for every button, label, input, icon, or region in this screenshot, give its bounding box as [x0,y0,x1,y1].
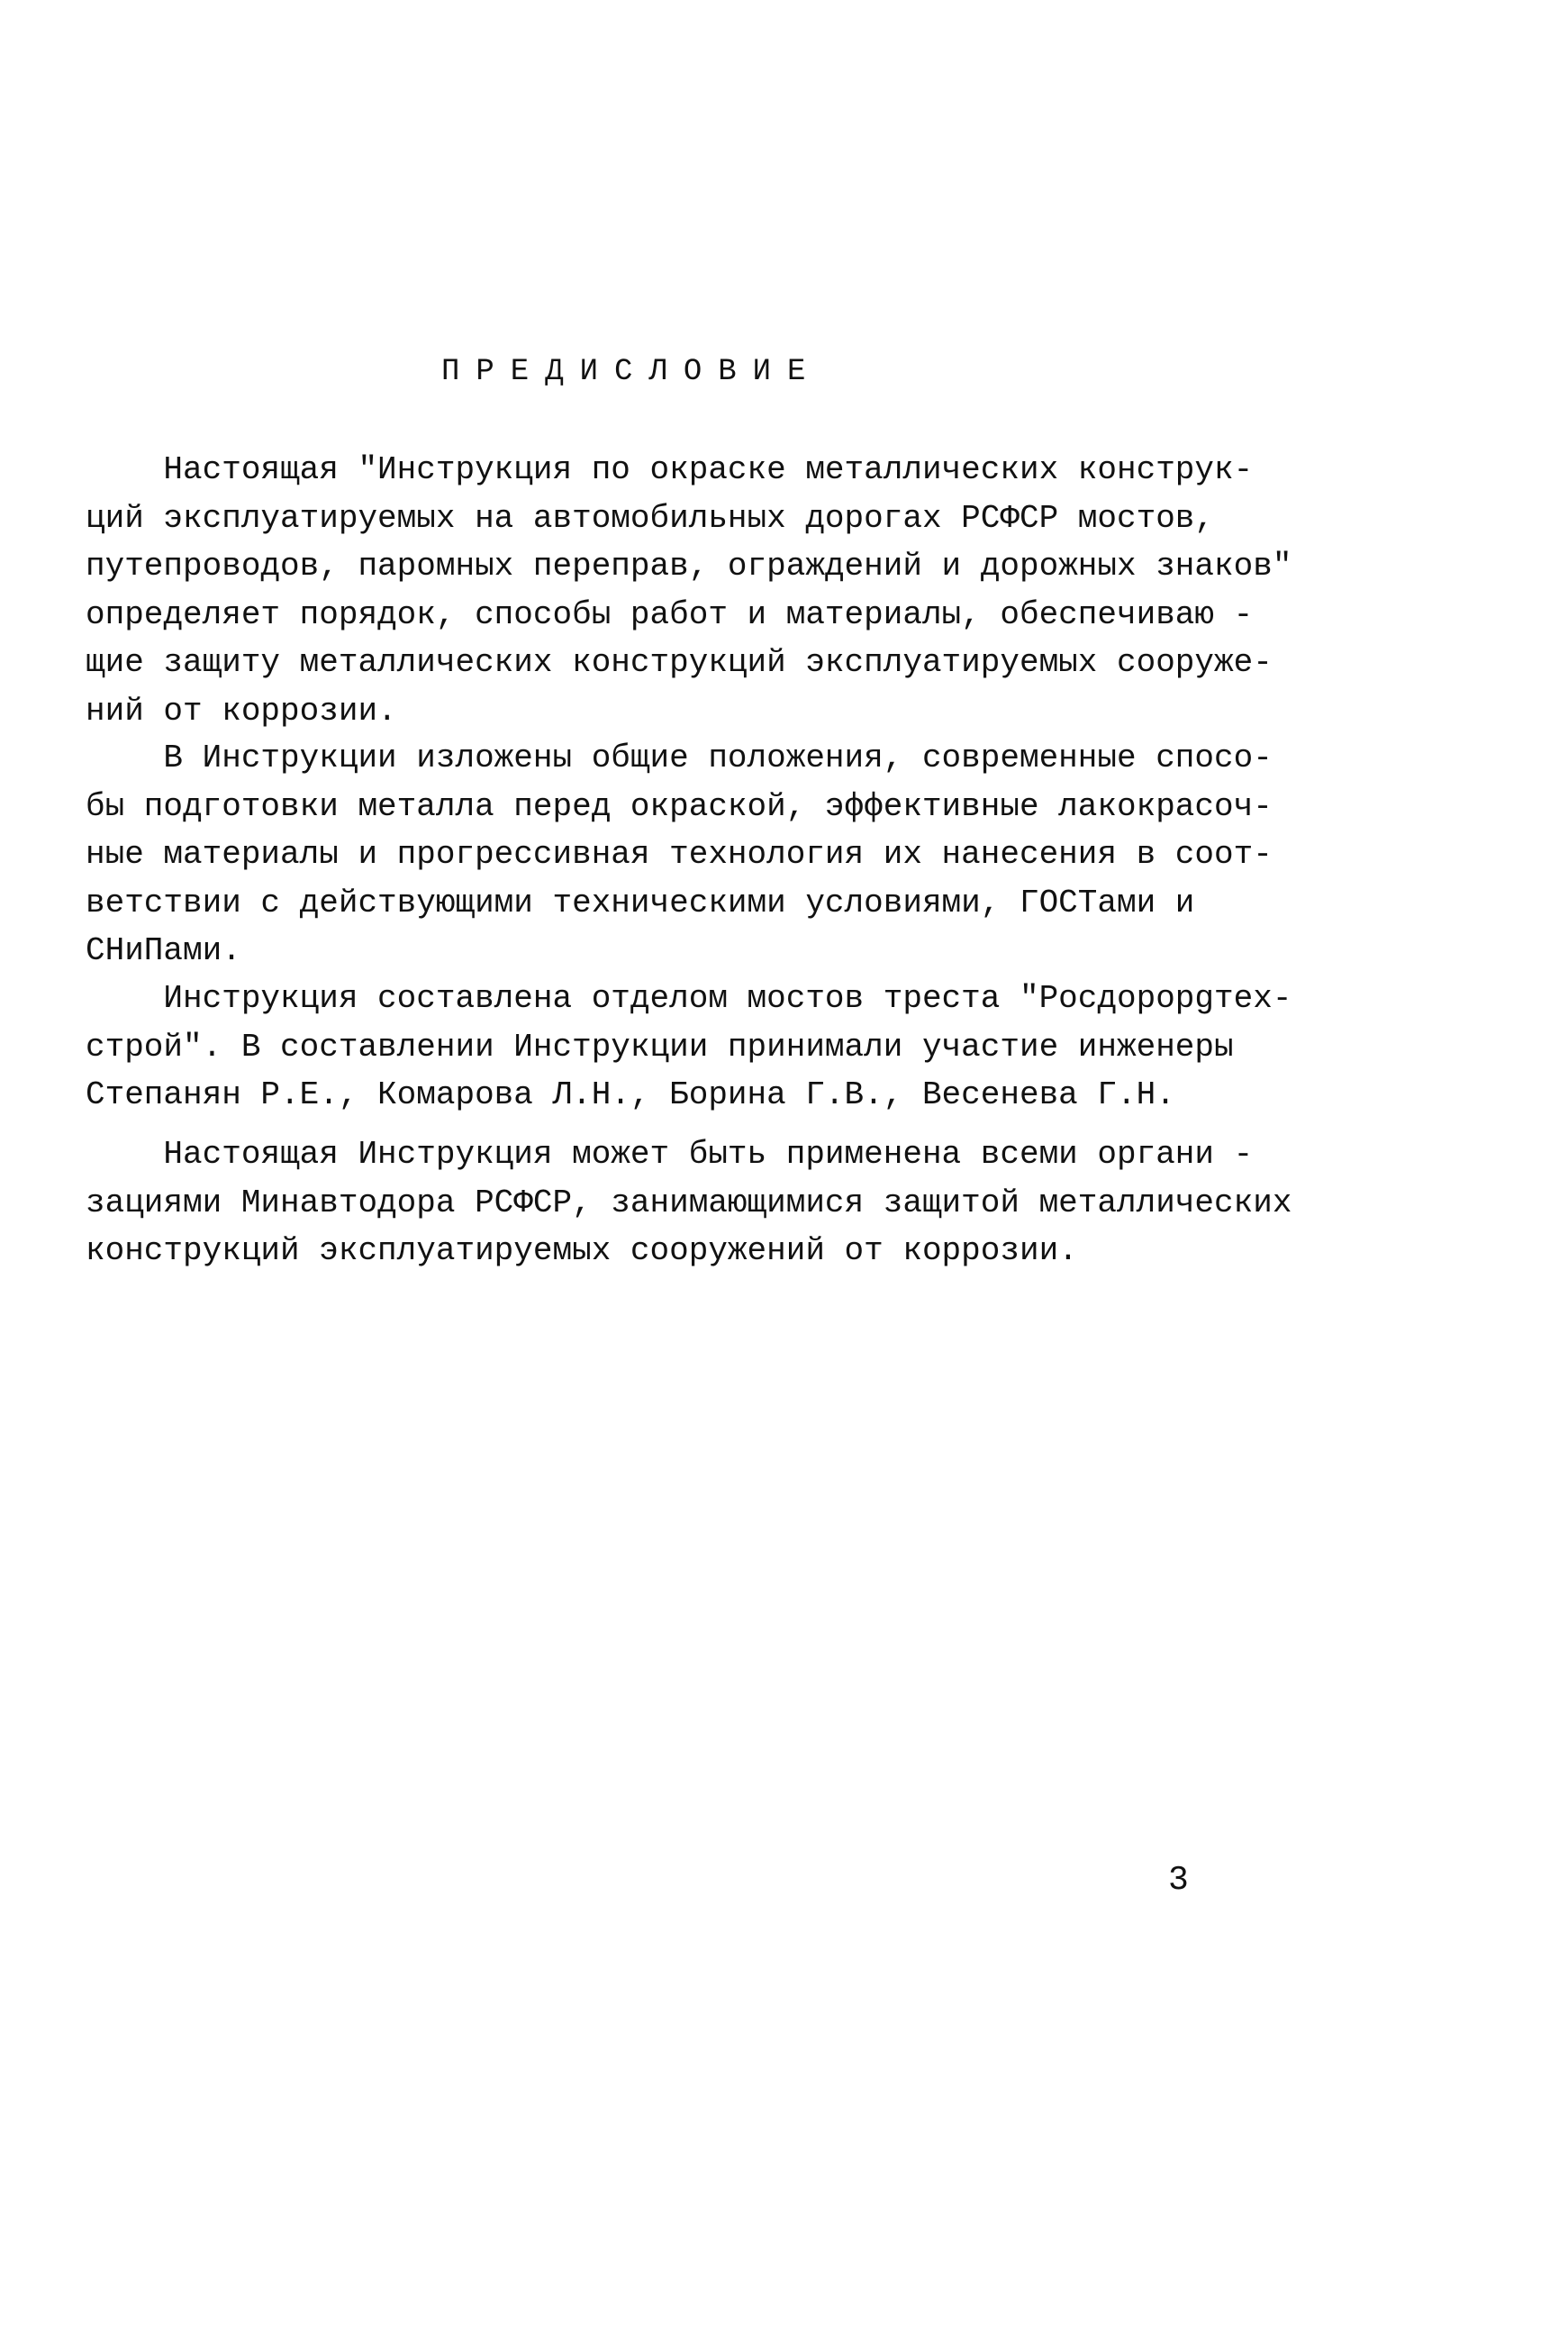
paragraph-purpose [86,446,1292,735]
paragraph-content [86,734,1273,975]
text-line: щие защиту металлических конструкций эксплуатируемых сооруже- [86,644,1273,681]
text-line: определяет порядок, способы работ и материалы, обеспечиваю - [86,595,1254,633]
text-line: зациями Минавтодора РСФСР, занимающимися защитой металлических [86,1184,1292,1221]
text-line: Инструкция составлена отделом мостов треста "Росдорорgтех- [86,980,1292,1017]
text-line: конструкций эксплуатируемых сооружений от коррозии. [86,1232,1078,1269]
text-line: ний от коррозии. [86,692,397,730]
paragraph-application [86,1130,1292,1275]
text-line: СНиПами. [86,932,241,969]
text-line: Настоящая "Инструкция по окраске металлических конструк- [86,451,1254,488]
text-line: Настоящая Инструкция может быть применена всеми органи - [86,1136,1254,1173]
text-line: ные материалы и прогрессивная технология их нанесения в соот- [86,836,1273,873]
page-title: ПРЕДИСЛОВИЕ [441,355,822,389]
text-line: путепроводов, паромных переправ, ограждений и дорожных знаков" [86,548,1292,585]
text-line: бы подготовки металла перед окраской, эффективные лакокрасоч- [86,787,1273,825]
text-line: ций эксплуатируемых на автомобильных дорогах РСФСР мостов, [86,499,1215,537]
text-line: строй". В составлении Инструкции принимали участие инженеры [86,1028,1234,1066]
text-line: Степанян Р.Е., Комарова Л.Н., Борина Г.В., Весенева Г.Н. [86,1076,1175,1113]
text-line: В Инструкции изложены общие положения, современные спосо- [86,740,1273,776]
paragraph-authors [86,975,1292,1120]
page-number: 3 [1168,1861,1189,1900]
text-line: ветствии с действующими техническими условиями, ГОСТами и [86,884,1195,921]
